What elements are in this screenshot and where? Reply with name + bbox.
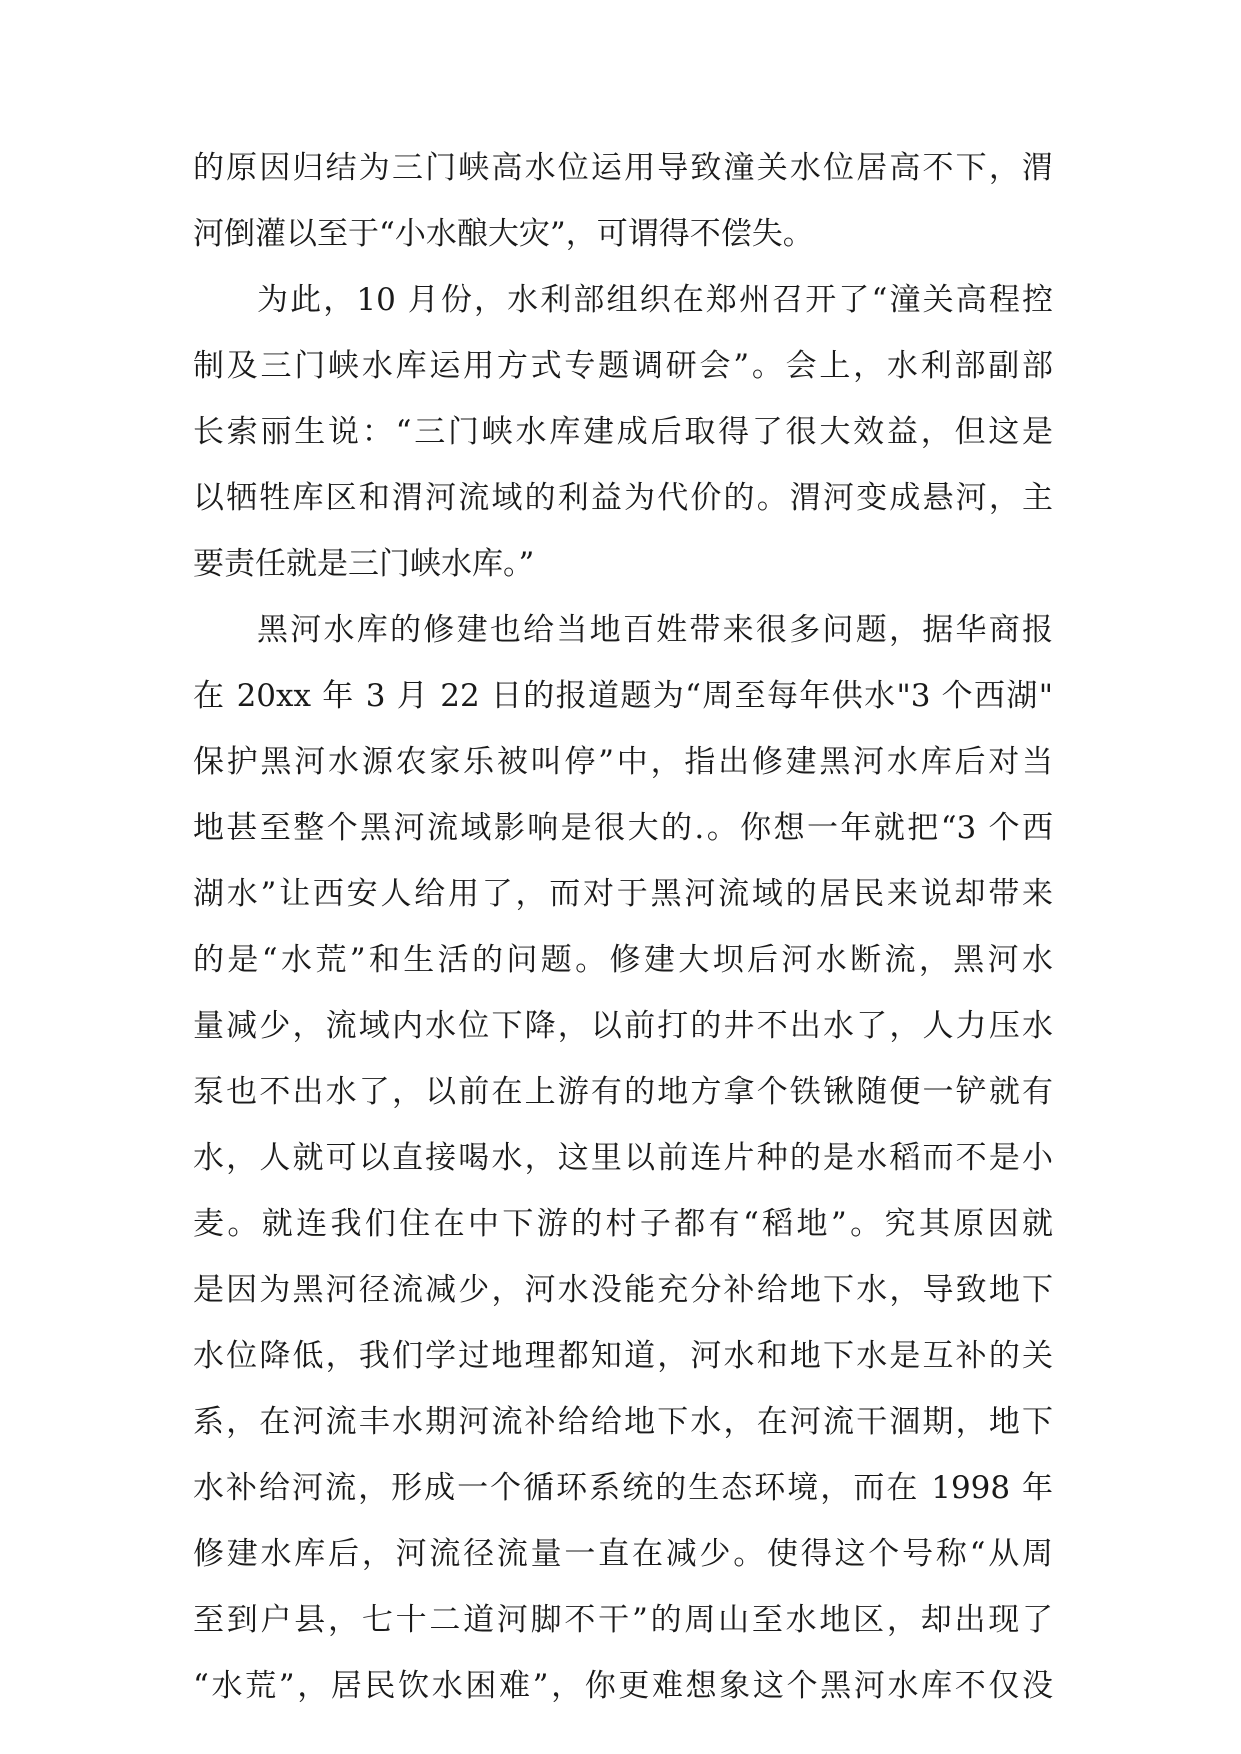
text-line: 泵也不出水了，以前在上游有的地方拿个铁锹随便一铲就有 (193, 1074, 1053, 1110)
text-line: 是因为黑河径流减少，河水没能充分补给地下水，导致地下 (193, 1272, 1053, 1308)
text-line: 水，人就可以直接喝水，这里以前连片种的是水稻而不是小 (193, 1140, 1053, 1176)
text-line: 在 20xx 年 3 月 22 日的报道题为“周至每年供水"3 个西湖" (193, 678, 1053, 714)
text-line: 水位降低，我们学过地理都知道，河水和地下水是互补的关 (193, 1338, 1053, 1374)
text-line: 量减少，流域内水位下降，以前打的井不出水了，人力压水 (193, 1008, 1053, 1044)
text-line: 湖水”让西安人给用了，而对于黑河流域的居民来说却带来 (193, 876, 1053, 912)
text-line: 制及三门峡水库运用方式专题调研会”。会上，水利部副部 (193, 348, 1053, 384)
text-line: 黑河水库的修建也给当地百姓带来很多问题，据华商报 (257, 612, 1053, 648)
text-line: 系，在河流丰水期河流补给给地下水，在河流干涸期，地下 (193, 1404, 1053, 1440)
text-line: 修建水库后，河流径流量一直在减少。使得这个号称“从周 (193, 1536, 1053, 1572)
text-line: 的是“水荒”和生活的问题。修建大坝后河水断流，黑河水 (193, 942, 1053, 978)
text-line: 河倒灌以至于“小水酿大灾”，可谓得不偿失。 (193, 216, 814, 252)
text-line: 要责任就是三门峡水库。” (193, 546, 535, 582)
text-line: 地甚至整个黑河流域影响是很大的.。你想一年就把“3 个西 (193, 810, 1053, 846)
text-line: 至到户县，七十二道河脚不干”的周山至水地区，却出现了 (193, 1602, 1053, 1638)
text-line: 为此，10 月份，水利部组织在郑州召开了“潼关高程控 (257, 282, 1053, 318)
text-line: “水荒”，居民饮水困难”，你更难想象这个黑河水库不仅没 (193, 1668, 1053, 1704)
text-line: 的原因归结为三门峡高水位运用导致潼关水位居高不下，渭 (193, 150, 1053, 186)
text-line: 保护黑河水源农家乐被叫停”中，指出修建黑河水库后对当 (193, 744, 1053, 780)
text-line: 长索丽生说：“三门峡水库建成后取得了很大效益，但这是 (193, 414, 1053, 450)
text-line: 以牺牲库区和渭河流域的利益为代价的。渭河变成悬河，主 (193, 480, 1053, 516)
text-line: 麦。就连我们住在中下游的村子都有“稻地”。究其原因就 (193, 1206, 1053, 1242)
text-line: 水补给河流，形成一个循环系统的生态环境，而在 1998 年 (193, 1470, 1053, 1506)
